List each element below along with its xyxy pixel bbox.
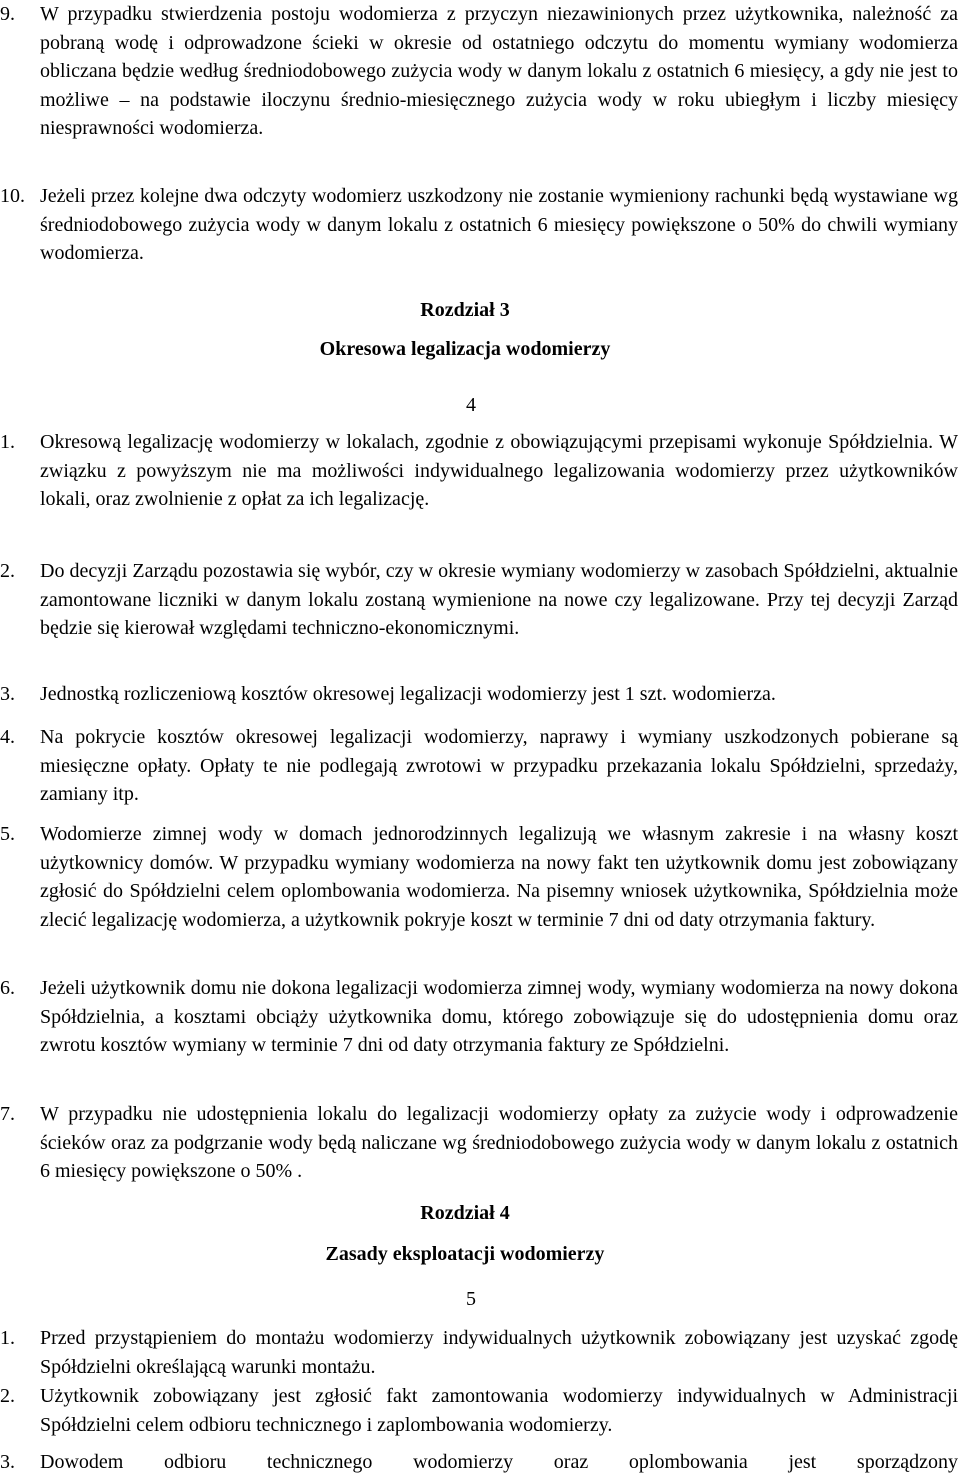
paragraph-number: 2. [0, 1385, 15, 1407]
chapter-4-subtitle: Zasady eksploatacji wodomierzy [325, 1243, 605, 1265]
paragraph-text: Przed przystąpieniem do montażu wodomierzy indywidualnych użytkownik zobowiązany jest uzyskać zgodę Spółdzielni określającą warunki montażu. [40, 1327, 958, 1378]
paragraph-number: 3. [0, 683, 15, 705]
section-mark [0, 392, 942, 418]
paragraph-text: Użytkownik zobowiązany jest zgłosić fakt zamontowania wodomierzy indywidualnych w Administracji Spółdzielni celem odbioru technicznego i zaplombowania wodomierzy. [40, 1385, 958, 1436]
paragraph-text: Wodomierze zimnej wody w domach jednorodzinnych legalizują we własnym zakresie i na własny koszt użytkownicy domów. W przypadku wymiany wodomierza na nowy fakt ten użytkownik domu jest zobowiązany zgłosić do Spółdzielni celem oplombowania wodomierza. Na pisemny wniosek użytkownika, Spółdzielnia może zlecić legalizację wodomierza, a użytkownik pokryje koszt w terminie 7 dni od daty otrzymania faktury. [40, 823, 958, 931]
paragraph-number: 5. [0, 823, 15, 845]
chapter-4-title: Rozdział 4 [420, 1202, 510, 1224]
paragraph-10 [0, 182, 958, 268]
section-mark [0, 1286, 942, 1312]
paragraph-number: 1. [0, 431, 15, 453]
paragraph-text: Na pokrycie kosztów okresowej legalizacji wodomierzy, naprawy i wymiany uszkodzonych pobierane są miesięczne opłaty. Opłaty te nie podlegają zwrotowi w przypadku przekazania lokalu Spółdzielni, sprzedaży, zamiany itp. [40, 726, 958, 805]
paragraph-text: W przypadku stwierdzenia postoju wodomierza z przyczyn niezawinionych przez użytkownika, należność za pobraną wodę i odprowadzone ścieki w okresie od ostatniego odczytu do momentu wymiany wodomierza obliczana będzie według średniodobowego zużycia wody w danym lokalu z ostatnich 6 miesięcy, a gdy nie jest to możliwe – na podstawie iloczynu średnio-miesięcznego zużycia wody w roku ubiegłym i liczby miesięcy niesprawności wodomierza. [40, 3, 958, 139]
chapter-3-title: Rozdział 3 [420, 299, 510, 321]
chapter-3-subtitle: Okresowa legalizacja wodomierzy [319, 338, 611, 360]
paragraph-4 [0, 723, 958, 809]
paragraph-1 [0, 1324, 958, 1381]
paragraph-1 [0, 428, 958, 514]
paragraph-number: 1. [0, 1327, 15, 1349]
paragraph-text: Dowodem odbioru technicznego wodomierzy oraz oplombowania jest sporządzony [40, 1451, 958, 1473]
paragraph-9 [0, 0, 958, 143]
section-number: 4 [466, 394, 476, 416]
paragraph-3 [0, 680, 958, 709]
paragraph-number: 2. [0, 560, 15, 582]
section-number: 5 [466, 1288, 476, 1310]
paragraph-number: 10. [0, 185, 25, 207]
paragraph-text: Jednostką rozliczeniową kosztów okresowej legalizacji wodomierzy jest 1 szt. wodomierza. [40, 683, 776, 705]
paragraph-text: Okresową legalizację wodomierzy w lokalach, zgodnie z obowiązującymi przepisami wykonuje Spółdzielnia. W związku z powyższym nie ma możliwości indywidualnego legalizowania wodomierzy przez użytkowników lokali, oraz zwolnienie z opłat za ich legalizację. [40, 431, 958, 510]
paragraph-number: 4. [0, 726, 15, 748]
paragraph-number: 6. [0, 977, 15, 999]
paragraph-number: 9. [0, 3, 15, 25]
paragraph-6 [0, 974, 958, 1060]
paragraph-text: Do decyzji Zarządu pozostawia się wybór, czy w okresie wymiany wodomierzy w zasobach Spółdzielni, aktualnie zamontowane liczniki w danym lokalu zostaną wymienione na nowe czy legalizowane. Przy tej decyzji Zarząd będzie się kierował względami techniczno-ekonomicznymi. [40, 560, 958, 639]
paragraph-3 [0, 1448, 958, 1477]
paragraph-text: W przypadku nie udostępnienia lokalu do legalizacji wodomierzy opłaty za zużycie wody i odprowadzenie ścieków oraz za podgrzanie wody będą naliczane wg średniodobowego zużycia wody w danym lokalu z ostatnich 6 miesięcy powiększone o 50% . [40, 1103, 958, 1182]
paragraph-2 [0, 557, 958, 643]
paragraph-2 [0, 1382, 958, 1439]
paragraph-number: 3. [0, 1451, 15, 1473]
paragraph-7 [0, 1100, 958, 1186]
paragraph-5 [0, 820, 958, 934]
paragraph-text: Jeżeli użytkownik domu nie dokona legalizacji wodomierza zimnej wody, wymiany wodomierza na nowy dokona Spółdzielnia, a kosztami obciąży użytkownika domu, którego zobowiązuje się do udostępnienia domu oraz zwrotu kosztów wymiany w terminie 7 dni od daty otrzymania faktury ze Spółdzielni. [40, 977, 958, 1056]
paragraph-text: Jeżeli przez kolejne dwa odczyty wodomierz uszkodzony nie zostanie wymieniony rachunki będą wystawiane wg średniodobowego zużycia wody w danym lokalu z ostatnich 6 miesięcy powiększone o 50% do chwili wymiany wodomierza. [40, 185, 958, 264]
paragraph-number: 7. [0, 1103, 15, 1125]
